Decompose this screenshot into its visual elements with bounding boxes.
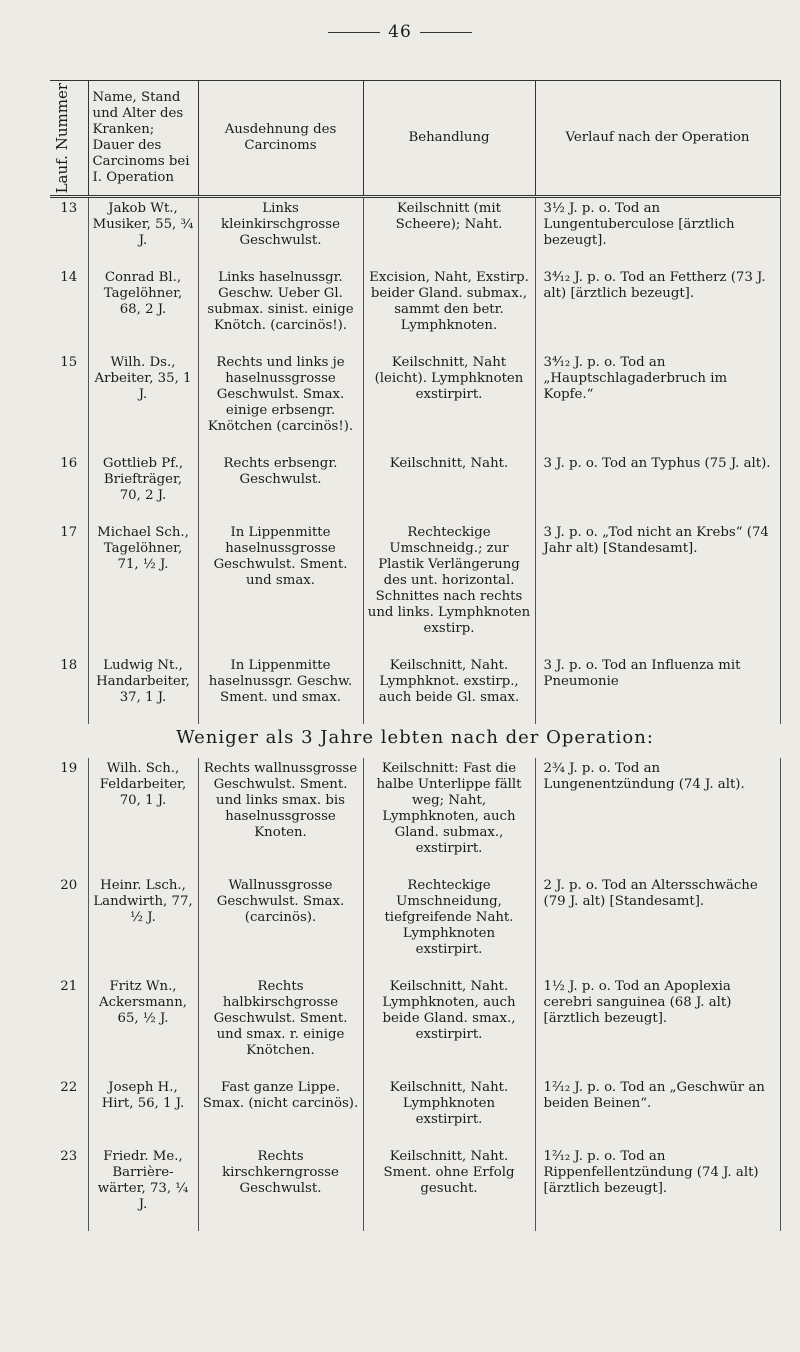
treatment-cell: Keilschnitt, Naht. Sment. ohne Erfolg gesucht. xyxy=(363,1146,535,1231)
course-cell: 1½ J. p. o. Tod an Apoplexia cerebri sanguinea (68 J. alt) [ärztlich bezeugt]. xyxy=(535,976,780,1077)
case-number: 15 xyxy=(60,355,78,371)
table-row xyxy=(50,453,780,522)
table-row xyxy=(50,1146,780,1231)
table-row xyxy=(50,267,780,352)
section-divider xyxy=(50,724,780,758)
extent-cell: Links kleinkirschgrosse Geschwulst. xyxy=(198,197,363,268)
patient-cell: Gottlieb Pf., Briefträger, 70, 2 J. xyxy=(88,453,198,522)
course-cell: 1²⁄₁₂ J. p. o. Tod an „Geschwür an beiden Beinen“. xyxy=(535,1077,780,1146)
patient-cell: Ludwig Nt., Handarbeiter, 37, 1 J. xyxy=(88,655,198,724)
treatment-cell: Keilschnitt, Naht (leicht). Lymphknoten exstirpirt. xyxy=(363,352,535,453)
course-cell: 3⁴⁄₁₂ J. p. o. Tod an „Hauptschlagaderbruch im Kopfe.“ xyxy=(535,352,780,453)
extent-cell: Wallnussgrosse Geschwulst. Smax. (carcinös). xyxy=(198,875,363,976)
case-number: 22 xyxy=(60,1080,78,1096)
treatment-cell: Rechteckige Umschneidg.; zur Plastik Verlängerung des unt. horizontal. Schnittes nach rechts und links. Lymphknoten exstirp. xyxy=(363,522,535,655)
table-row xyxy=(50,197,780,268)
course-cell: 3½ J. p. o. Tod an Lungentuberculose [ärztlich bezeugt]. xyxy=(535,197,780,268)
case-number: 16 xyxy=(60,456,78,472)
treatment-cell: Keilschnitt, Naht. Lymphknot. exstirp., auch beide Gl. smax. xyxy=(363,655,535,724)
header-name: Name, Stand und Alter des Kranken; Dauer des Carcinoms bei I. Operation xyxy=(88,81,198,197)
extent-cell: Fast ganze Lippe. Smax. (nicht carcinös). xyxy=(198,1077,363,1146)
treatment-cell: Keilschnitt, Naht. Lymphknoten, auch beide Gland. smax., exstirpirt. xyxy=(363,976,535,1077)
case-number: 17 xyxy=(60,525,78,541)
extent-cell: In Lippenmitte haselnussgr. Geschw. Sment. und smax. xyxy=(198,655,363,724)
treatment-cell: Excision, Naht, Exstirp. beider Gland. submax., sammt den betr. Lymphknoten. xyxy=(363,267,535,352)
patient-cell: Jakob Wt., Musiker, 55, ¾ J. xyxy=(88,197,198,268)
header-course: Verlauf nach der Operation xyxy=(535,81,780,197)
course-cell: 3 J. p. o. Tod an Influenza mit Pneumonie xyxy=(535,655,780,724)
course-cell: 2 J. p. o. Tod an Altersschwäche (79 J. alt) [Standesamt]. xyxy=(535,875,780,976)
cases-table-wrapper xyxy=(50,80,780,1231)
header-treatment: Behandlung xyxy=(363,81,535,197)
course-cell: 3 J. p. o. „Tod nicht an Krebs“ (74 Jahr alt) [Standesamt]. xyxy=(535,522,780,655)
case-number: 18 xyxy=(60,658,78,674)
case-number: 23 xyxy=(60,1149,78,1165)
case-number: 13 xyxy=(60,201,78,217)
patient-cell: Friedr. Me., Barrière-wärter, 73, ¼ J. xyxy=(88,1146,198,1231)
course-cell: 3⁴⁄₁₂ J. p. o. Tod an Fettherz (73 J. alt) [ärztlich bezeugt]. xyxy=(535,267,780,352)
cases-table xyxy=(50,80,781,1231)
patient-cell: Wilh. Ds., Arbeiter, 35, 1 J. xyxy=(88,352,198,453)
patient-cell: Joseph H., Hirt, 56, 1 J. xyxy=(88,1077,198,1146)
treatment-cell: Rechteckige Umschneidung, tiefgreifende Naht. Lymphknoten exstirpirt. xyxy=(363,875,535,976)
section-title: Weniger als 3 Jahre lebten nach der Operation: xyxy=(176,727,654,749)
extent-cell: Rechts halbkirschgrosse Geschwulst. Sment. und smax. r. einige Knötchen. xyxy=(198,976,363,1077)
table-header xyxy=(50,81,780,197)
patient-cell: Wilh. Sch., Feldarbeiter, 70, 1 J. xyxy=(88,758,198,875)
patient-cell: Conrad Bl., Tagelöhner, 68, 2 J. xyxy=(88,267,198,352)
case-number: 19 xyxy=(60,761,78,777)
table-body-a xyxy=(50,197,780,725)
header-num: Lauf. Nummer xyxy=(50,81,88,197)
course-cell: 3 J. p. o. Tod an Typhus (75 J. alt). xyxy=(535,453,780,522)
treatment-cell: Keilschnitt: Fast die halbe Unterlippe fällt weg; Naht, Lymphknoten, auch Gland. submax., exstirpirt. xyxy=(363,758,535,875)
extent-cell: Rechts kirschkerngrosse Geschwulst. xyxy=(198,1146,363,1231)
extent-cell: In Lippenmitte haselnussgrosse Geschwulst. Sment. und smax. xyxy=(198,522,363,655)
extent-cell: Rechts wallnussgrosse Geschwulst. Sment. und links smax. bis haselnussgrosse Knoten. xyxy=(198,758,363,875)
patient-cell: Heinr. Lsch., Landwirth, 77, ½ J. xyxy=(88,875,198,976)
dash-left xyxy=(328,32,380,33)
page-number-text: 46 xyxy=(388,22,412,42)
table-row xyxy=(50,1077,780,1146)
header-extent: Ausdehnung des Carcinoms xyxy=(198,81,363,197)
dash-right xyxy=(420,32,472,33)
course-cell: 2¾ J. p. o. Tod an Lungenentzündung (74 J. alt). xyxy=(535,758,780,875)
extent-cell: Links haselnussgr. Geschw. Ueber Gl. submax. sinist. einige Knötch. (carcinös!). xyxy=(198,267,363,352)
treatment-cell: Keilschnitt, Naht. xyxy=(363,453,535,522)
table-row xyxy=(50,352,780,453)
patient-cell: Fritz Wn., Ackersmann, 65, ½ J. xyxy=(88,976,198,1077)
table-row xyxy=(50,522,780,655)
case-number: 14 xyxy=(60,270,78,286)
case-number: 20 xyxy=(60,878,78,894)
table-row xyxy=(50,655,780,724)
patient-cell: Michael Sch., Tagelöhner, 71, ½ J. xyxy=(88,522,198,655)
table-row xyxy=(50,875,780,976)
extent-cell: Rechts erbsengr. Geschwulst. xyxy=(198,453,363,522)
course-cell: 1²⁄₁₂ J. p. o. Tod an Rippenfellentzündung (74 J. alt) [ärztlich bezeugt]. xyxy=(535,1146,780,1231)
table-row xyxy=(50,976,780,1077)
treatment-cell: Keilschnitt (mit Scheere); Naht. xyxy=(363,197,535,268)
case-number: 21 xyxy=(60,979,78,995)
table-body-b xyxy=(50,758,780,1231)
extent-cell: Rechts und links je haselnussgrosse Geschwulst. Smax. einige erbsengr. Knötchen (carcinös!). xyxy=(198,352,363,453)
page-number xyxy=(0,22,800,42)
treatment-cell: Keilschnitt, Naht. Lymphknoten exstirpirt. xyxy=(363,1077,535,1146)
section-row xyxy=(50,724,780,758)
table-row xyxy=(50,758,780,875)
